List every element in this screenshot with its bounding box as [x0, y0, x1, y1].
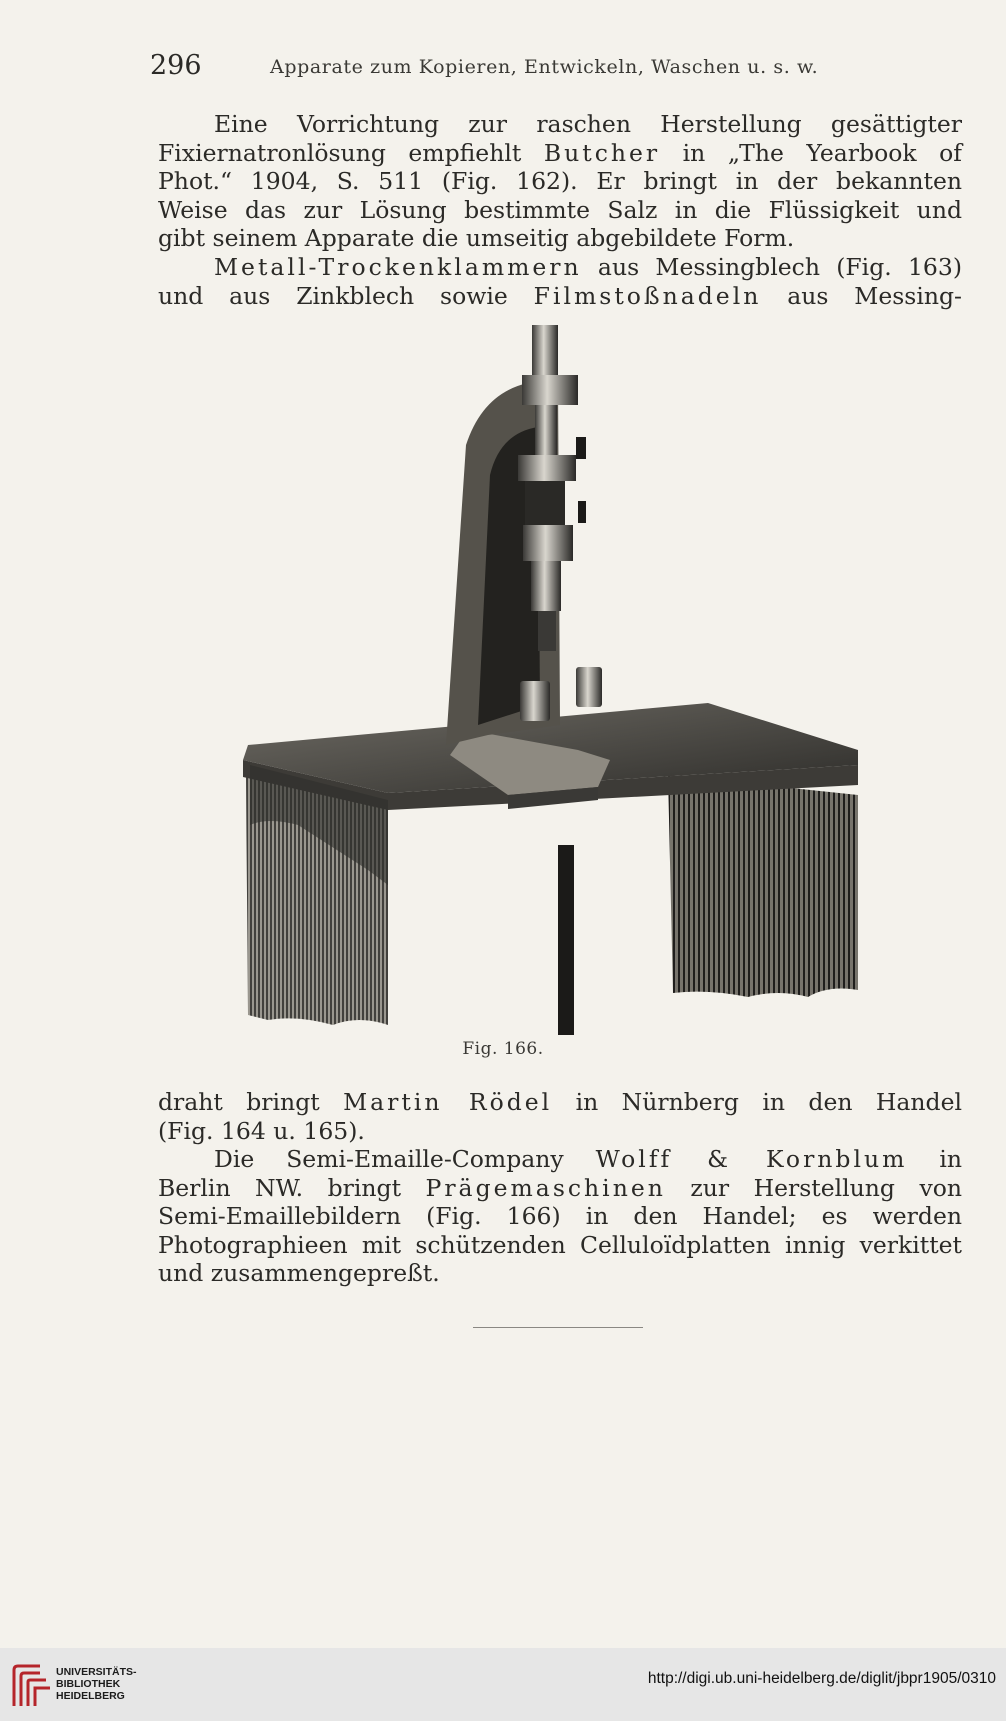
library-name-line: HEIDELBERG	[56, 1690, 125, 1702]
text-line: Photographieen mit schützenden Celluloïdplatten innig verkittet	[158, 1230, 962, 1259]
paragraph-fixiernatron	[158, 110, 962, 253]
library-name-line: UNIVERSITÄTS-	[56, 1666, 137, 1678]
text-line: Die Semi-Emaille-Company	[214, 1145, 596, 1173]
text-line: (Fig. 164 u. 165).	[158, 1116, 365, 1145]
person-name: Martin Rödel	[343, 1088, 553, 1116]
paragraph-trockenklammern	[158, 253, 962, 310]
paragraph-semi-emaille	[158, 1145, 962, 1288]
page-header	[150, 50, 960, 84]
paragraph-roedel	[158, 1088, 962, 1145]
page-number: 296	[150, 50, 202, 81]
text-line: aus Messing-	[761, 281, 962, 310]
running-head: Apparate zum Kopieren, Entwickeln, Waschen u. s. w.	[270, 56, 819, 78]
library-name-line: BIBLIOTHEK	[56, 1678, 121, 1690]
text-line: und zusammengepreßt.	[158, 1259, 440, 1288]
text-line: Phot.“ 1904, S. 511 (Fig. 162). Er bringt in der bekannten	[158, 167, 962, 196]
text-line: Semi-Emaillebildern (Fig. 166) in den Handel; es werden	[158, 1202, 962, 1231]
text-line: in	[907, 1145, 963, 1173]
source-url-link[interactable]: http://digi.ub.uni-heidelberg.de/diglit/jbpr1905/0310	[647, 1670, 996, 1687]
text-line: Fixiernatronlösung empfiehlt	[158, 138, 544, 167]
text-line: Weise das zur Lösung bestimmte Salz in die Flüssigkeit und	[158, 195, 962, 224]
text-line: Berlin NW. bringt	[158, 1173, 426, 1202]
author-name: Butcher	[543, 138, 661, 167]
text-line: und aus Zinkblech sowie	[158, 281, 534, 310]
text-line: gibt seinem Apparate die umseitig abgebildete Form.	[158, 224, 795, 253]
library-logo-icon	[10, 1662, 54, 1708]
library-name	[56, 1666, 137, 1702]
section-end-rule	[473, 1327, 643, 1328]
figure-caption: Fig. 166.	[462, 1039, 544, 1059]
text-line: Eine Vorrichtung zur raschen Herstellung gesättigter	[214, 110, 962, 138]
spaced-term: Prägemaschinen	[425, 1173, 666, 1202]
company-name: Wolff & Kornblum	[595, 1145, 908, 1173]
text-line: in Nürnberg in den Handel	[552, 1088, 962, 1116]
spaced-term: Filmstoßnadeln	[533, 281, 762, 310]
text-line: aus Messingblech (Fig. 163)	[581, 253, 962, 281]
press-machine-illustration	[238, 325, 878, 1035]
spaced-term: Metall-Trockenklammern	[214, 253, 582, 281]
text-line: draht bringt	[158, 1088, 344, 1116]
text-line: zur Herstellung von	[665, 1173, 963, 1202]
digitization-footer	[0, 1648, 1006, 1721]
text-line: in „The Yearbook of	[660, 138, 962, 167]
